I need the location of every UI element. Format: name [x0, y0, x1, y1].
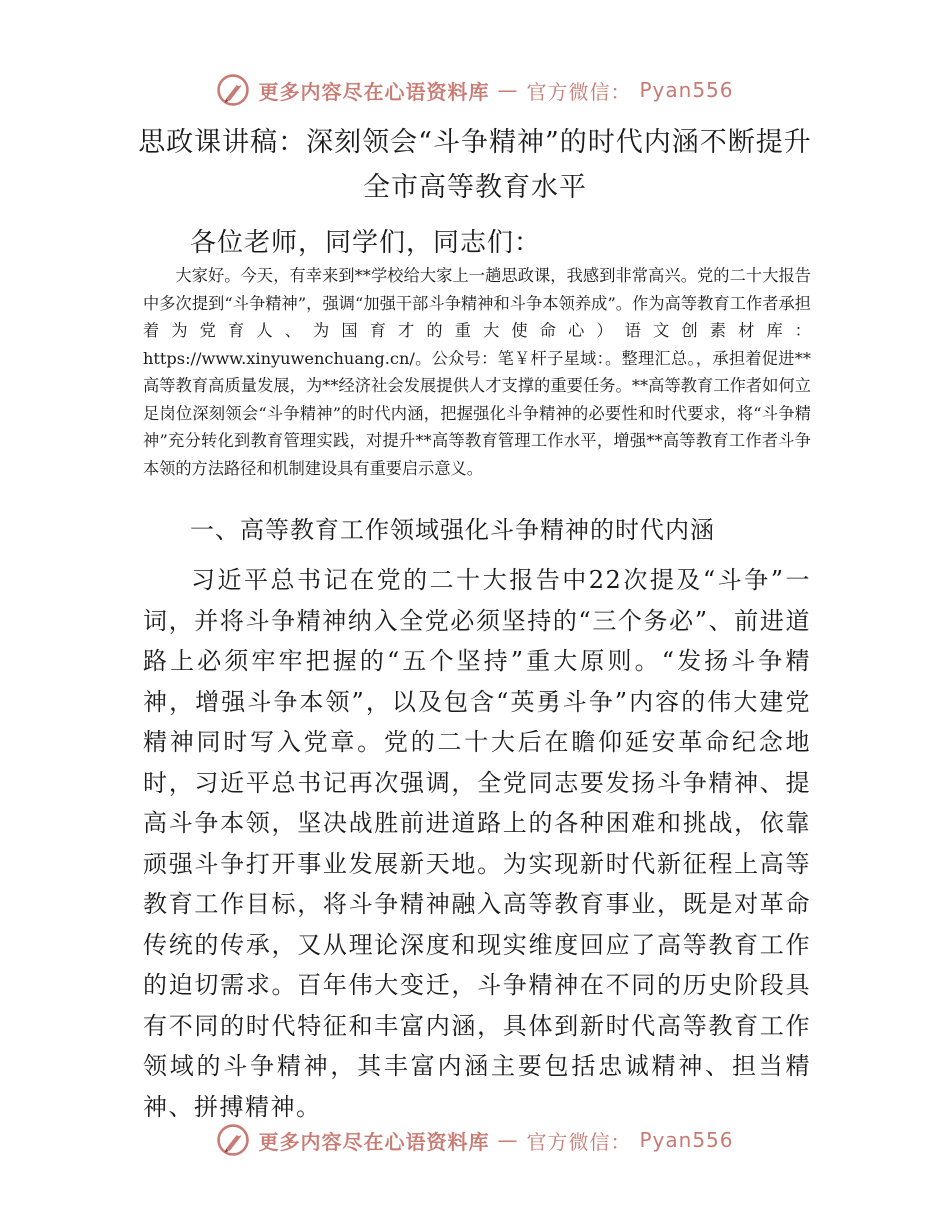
watermark-wechat-label: 官方微信： [526, 79, 632, 104]
intro-paragraph: 大家好。今天，有幸来到**学校给大家上一趟思政课，我感到非常高兴。党的二十大报告中多次提到“斗争精神”，强调“加强干部斗争精神和斗争本领养成”。作为高等教育工作者承担着为党育人、为国育才的重大使命心）语文创素材库：https://www.xinyuwenchuang.cn/。公众号：笔￥杆子星域：。整理汇总。，承担着促进**高等教育高质量发展，为**经济社会发展提供人才支撑的重要任务。**高等教育工作者如何立足岗位深刻领会“斗争精神”的时代内涵，把握强化斗争精神的必要性和时代要求，将“斗争精神”充分转化到教育管理实践，对提升**高等教育管理工作水平，增强**高等教育工作者斗争本领的方法路径和机制建设具有重要启示意义。 [143, 266, 811, 478]
watermark-separator: — [497, 78, 519, 102]
section-heading: 一、高等教育工作领域强化斗争精神的时代内涵 [190, 516, 715, 544]
pen-logo-icon [216, 73, 250, 107]
watermark-wechat-id: Pyan556 [639, 1128, 734, 1152]
watermark-banner-bottom [0, 1120, 950, 1160]
body-paragraph: 习近平总书记在党的二十大报告中22次提及“斗争”一词，并将斗争精神纳入全党必须坚持的“三个务必”、前进道路上必须牢牢把握的“五个坚持”重大原则。“发扬斗争精神，增强斗争本领”，以及包含“英勇斗争”内容的伟大建党精神同时写入党章。党的二十大后在瞻仰延安革命纪念地时，习近平总书记再次强调，全党同志要发扬斗争精神、提高斗争本领，坚决战胜前进道路上的各种困难和挑战，依靠顽强斗争打开事业发展新天地。为实现新时代新征程上高等教育工作目标，将斗争精神融入高等教育事业，既是对革命传统的传承，又从理论深度和现实维度回应了高等教育工作的迫切需求。百年伟大变迁，斗争精神在不同的历史阶段具有不同的时代特征和丰富内涵，具体到新时代高等教育工作领域的斗争精神，其丰富内涵主要包括忠诚精神、担当精神、拼搏精神。 [143, 566, 811, 1121]
document-title: 思政课讲稿：深刻领会“斗争精神”的时代内涵不断提升全市高等教育水平 [138, 127, 812, 203]
watermark-separator: — [497, 1128, 519, 1152]
pen-logo-icon [216, 1123, 250, 1157]
watermark-wechat-id: Pyan556 [639, 78, 734, 102]
watermark-main-text: 更多内容尽在心语资料库 [258, 79, 490, 104]
greeting: 各位老师，同学们，同志们： [190, 228, 542, 258]
watermark-main-text: 更多内容尽在心语资料库 [258, 1129, 490, 1154]
watermark-banner-top [0, 70, 950, 110]
watermark-wechat-label: 官方微信： [526, 1129, 632, 1154]
